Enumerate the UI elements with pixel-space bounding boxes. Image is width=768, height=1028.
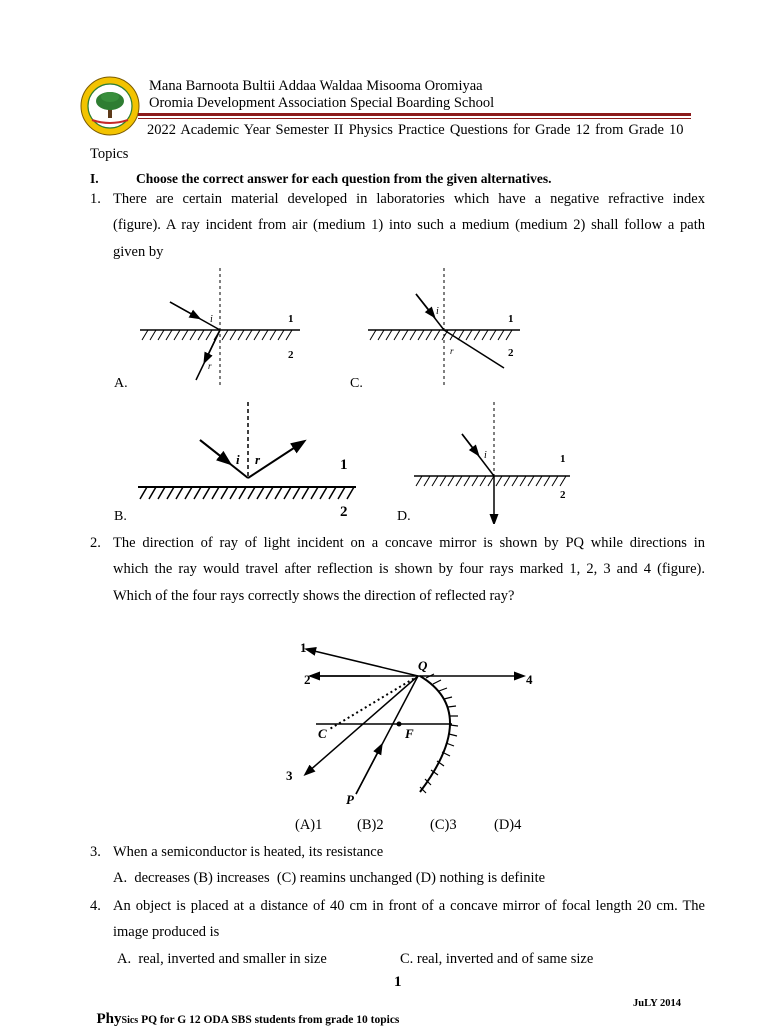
footer-date: JuLY 2014 [633, 998, 681, 1009]
q4-line1: An object is placed at a distance of 40 cm in front of a concave mirror of focal length 20 cm. The [113, 898, 705, 914]
diagram-d [397, 402, 570, 524]
header-school-name-english: Oromia Development Association Special Boarding School [149, 95, 495, 111]
svg-text:1: 1 [560, 453, 566, 465]
q2-line3: Which of the four rays correctly shows the direction of reflected ray? [113, 588, 515, 604]
header-rule-thin [138, 118, 691, 119]
q2-option-b: (B)2 [357, 817, 384, 833]
svg-text:2: 2 [508, 347, 514, 359]
q2-line1: The direction of ray of light incident on a concave mirror is shown by PQ while directions in [113, 535, 705, 551]
svg-text:i: i [436, 306, 439, 317]
q3-number: 3. [90, 844, 101, 860]
svg-text:r: r [208, 361, 212, 371]
svg-text:2: 2 [560, 489, 566, 501]
svg-text:1: 1 [288, 313, 294, 325]
footer-phy: Phy [96, 1011, 122, 1027]
section-number: I. [90, 171, 99, 186]
header-subtitle-continued: Topics [90, 146, 129, 162]
header-subtitle: 2022 Academic Year Semester II Physics Practice Questions for Grade 12 from Grade 10 [147, 122, 684, 138]
header-rule-thick [138, 113, 691, 116]
svg-text:1: 1 [340, 457, 348, 473]
svg-text:2: 2 [304, 672, 311, 687]
q1-number: 1. [90, 191, 101, 207]
q4-line2: image produced is [113, 924, 220, 940]
svg-text:4: 4 [526, 672, 533, 687]
svg-text:r: r [450, 346, 454, 356]
q1-refraction-figure [100, 262, 620, 524]
q4-number: 4. [90, 898, 101, 914]
page-number: 1 [394, 974, 402, 990]
q1-line2: (figure). A ray incident from air (medium 1) into such a medium (medium 2) shall follow a path [113, 217, 705, 233]
q4-option-c: C. real, inverted and of same size [400, 951, 594, 967]
q4-option-a: A. real, inverted and smaller in size [117, 951, 327, 967]
svg-text:1: 1 [300, 640, 307, 655]
q3-options: A. decreases (B) increases (C) reamins unchanged (D) nothing is definite [113, 870, 546, 886]
svg-text:3: 3 [286, 768, 293, 783]
svg-text:C: C [318, 726, 327, 741]
diagram-c [350, 268, 520, 391]
section-instruction: Choose the correct answer for each question from the given alternatives. [136, 171, 552, 186]
option-a-label: A. [114, 376, 128, 391]
svg-text:P: P [346, 792, 354, 807]
q2-concave-mirror-figure [270, 632, 560, 812]
q1-line3: given by [113, 244, 164, 260]
diagram-a [114, 268, 300, 391]
q1-line1: There are certain material developed in laboratories which have a negative refractive index [113, 191, 705, 207]
svg-text:r: r [255, 452, 261, 467]
svg-text:1: 1 [508, 313, 514, 325]
diagram-b [114, 402, 356, 524]
q2-option-c: (C)3 [430, 817, 457, 833]
q2-number: 2. [90, 535, 101, 551]
header-school-name-oromo: Mana Barnoota Bultii Addaa Waldaa Misooma Oromiyaa [149, 78, 483, 94]
svg-text:2: 2 [340, 504, 348, 520]
q3-text: When a semiconductor is heated, its resistance [113, 844, 384, 860]
svg-text:i: i [236, 452, 240, 467]
option-d-label: D. [397, 509, 411, 524]
footer-rest: PQ for G 12 ODA SBS students from grade 10 topics [138, 1014, 400, 1026]
svg-text:Q: Q [418, 658, 428, 673]
footer-left [90, 995, 399, 1028]
q2-option-d: (D)4 [494, 817, 522, 833]
q2-option-a: (A)1 [295, 817, 323, 833]
q2-line2: which the ray would travel after reflection is shown by four rays marked 1, 2, 3 and 4 (figure). [113, 561, 705, 577]
school-logo [80, 76, 140, 136]
svg-text:F: F [405, 726, 414, 741]
option-c-label: C. [350, 376, 363, 391]
svg-text:i: i [210, 314, 213, 325]
svg-text:2: 2 [288, 349, 294, 361]
svg-text:i: i [484, 450, 487, 461]
footer-sics: Sics [121, 1015, 139, 1026]
option-b-label: B. [114, 509, 127, 524]
